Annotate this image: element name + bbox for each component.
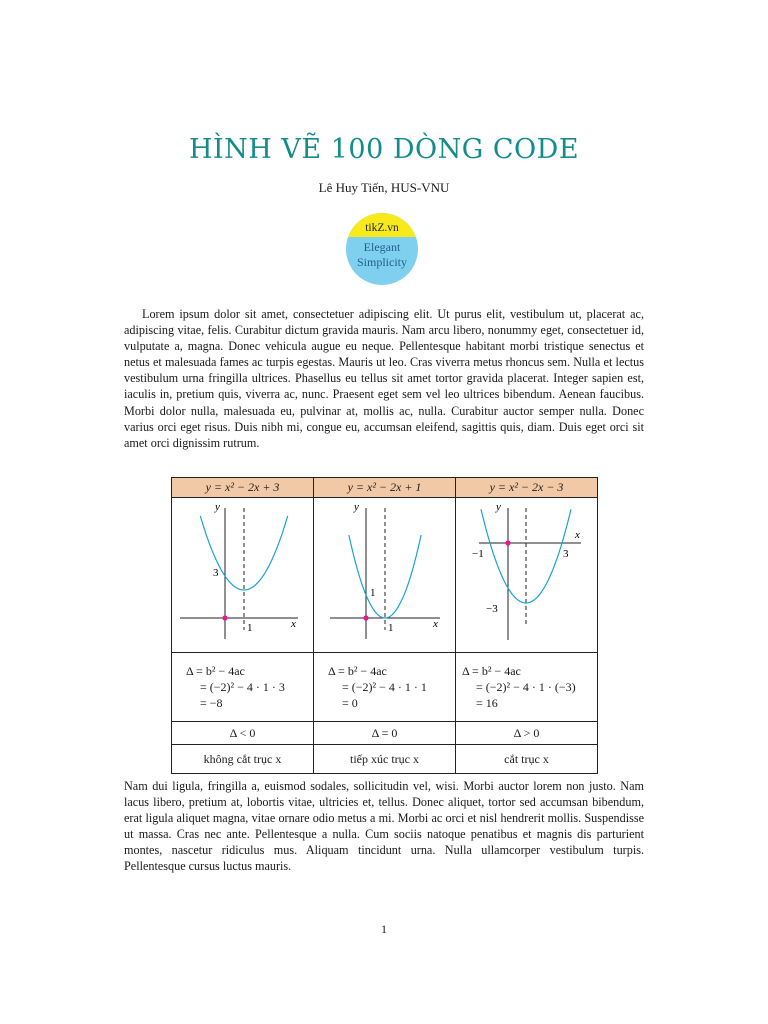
logo-line-1: Elegant [363, 240, 401, 254]
y-axis-label-3: y [496, 501, 501, 513]
tick-label-1b: 1 [247, 622, 253, 634]
y-axis-label-1: y [215, 501, 220, 513]
desc-cell-2: tiếp xúc trục x [314, 745, 456, 774]
graph-cell-3 [456, 498, 598, 653]
y-axis-label-2: y [354, 501, 359, 513]
tick-label-3c: −3 [486, 603, 498, 615]
document-title: HÌNH VẼ 100 DÒNG CODE [188, 134, 580, 165]
calc-1-line-3: = −8 [200, 696, 223, 710]
calc-1-line-2: = (−2)² − 4 · 1 · 3 [200, 680, 285, 694]
tick-label-3b: 3 [563, 548, 569, 560]
graph-cell-1 [172, 498, 314, 653]
header-cell-2: y = x² − 2x + 1 [314, 478, 456, 498]
sign-cell-3: Δ > 0 [456, 722, 598, 745]
paragraph-2: Nam dui ligula, fringilla a, euismod sodales, sollicitudin vel, wisi. Morbi auctor lorem non justo. Nam lacus libero, pretium at, lobortis vitae, ultricies et, tellus. Donec aliquet, tortor sed accumsan bibendum, erat ligula aliquet magna, vitae ornare odio metus a mi. Morbi ac orci et nisl hendrerit mollis. Suspendisse ut massa. Cras nec ante. Pellentesque a nulla. Cum sociis natoque penatibus et magnis dis parturient montes, nascetur ridiculus mus. Aliquam tincidunt urna. Nulla ullamcorper vestibulum turpis. Pellentesque cursus luctus mauris. [124, 779, 644, 874]
header-cell-3: y = x² − 2x − 3 [456, 478, 598, 498]
sign-cell-1: Δ < 0 [172, 722, 314, 745]
logo-bottom-text [346, 238, 418, 270]
x-axis-label-1: x [291, 618, 296, 630]
calc-3-line-2: = (−2)² − 4 · 1 · (−3) [476, 680, 576, 694]
sign-cell-2: Δ = 0 [314, 722, 456, 745]
desc-cell-3: cắt trục x [456, 745, 598, 774]
parabola-curve-2 [349, 535, 421, 618]
quadratic-comparison-table [171, 477, 598, 774]
calc-cell-3 [456, 653, 598, 722]
x-axis-label-2: x [433, 618, 438, 630]
tick-label-2a: 1 [370, 587, 376, 599]
calc-2-line-2: = (−2)² − 4 · 1 · 1 [342, 680, 427, 694]
calc-cell-1 [172, 653, 314, 722]
page-number: 1 [381, 922, 387, 936]
calc-2-line-3: = 0 [342, 696, 358, 710]
desc-cell-1: không cắt trục x [172, 745, 314, 774]
calc-1-line-1: Δ = b² − 4ac [186, 664, 245, 678]
tick-label-2b: 1 [388, 622, 394, 634]
calc-cell-2 [314, 653, 456, 722]
graph-cell-2 [314, 498, 456, 653]
header-cell-1: y = x² − 2x + 3 [172, 478, 314, 498]
calc-3-line-3: = 16 [476, 696, 498, 710]
tick-label-1a: 3 [213, 567, 219, 579]
origin-point-2 [363, 615, 368, 620]
discriminant-sign-row [172, 722, 598, 745]
parabola-plot-3 [456, 498, 597, 648]
parabola-plot-1 [172, 498, 313, 648]
graph-row [172, 498, 598, 653]
tikz-logo [346, 213, 418, 285]
calculation-row [172, 653, 598, 722]
table-header-row [172, 478, 598, 498]
calc-3-line-1: Δ = b² − 4ac [462, 664, 521, 678]
paragraph-1: Lorem ipsum dolor sit amet, consectetuer adipiscing elit. Ut purus elit, vestibulum ut, placerat ac, adipiscing vitae, felis. Curabitur dictum gravida mauris. Nam arcu libero, nonummy eget, consectetuer id, vulputate a, magna. Donec vehicula augue eu neque. Pellentesque habitant morbi tristique senectus et netus et malesuada fames ac turpis egestas. Mauris ut leo. Cras viverra metus rhoncus sem. Nulla et lectus vestibulum urna fringilla ultrices. Phasellus eu tellus sit amet tortor gravida placerat. Integer sapien est, iaculis in, pretium quis, viverra ac, nunc. Praesent eget sem vel leo ultrices bibendum. Aenean faucibus. Morbi dolor nulla, malesuada eu, pulvinar at, mollis ac, nulla. Curabitur auctor semper nulla. Donec varius orci eget risus. Duis nibh mi, congue eu, accumsan eleifend, sagittis quis, diam. Duis eget orci sit amet orci dignissim rutrum. [124, 307, 644, 450]
origin-point-1 [222, 615, 227, 620]
origin-point-3 [505, 540, 510, 545]
logo-top-text: tikZ.vn [346, 213, 418, 237]
calc-2-line-1: Δ = b² − 4ac [328, 664, 387, 678]
logo-line-2: Simplicity [356, 255, 407, 269]
author-line: Lê Huy Tiến, HUS-VNU [318, 180, 450, 195]
description-row [172, 745, 598, 774]
parabola-plot-2 [314, 498, 455, 648]
x-axis-label-3: x [575, 529, 580, 541]
tick-label-3a: −1 [472, 548, 484, 560]
